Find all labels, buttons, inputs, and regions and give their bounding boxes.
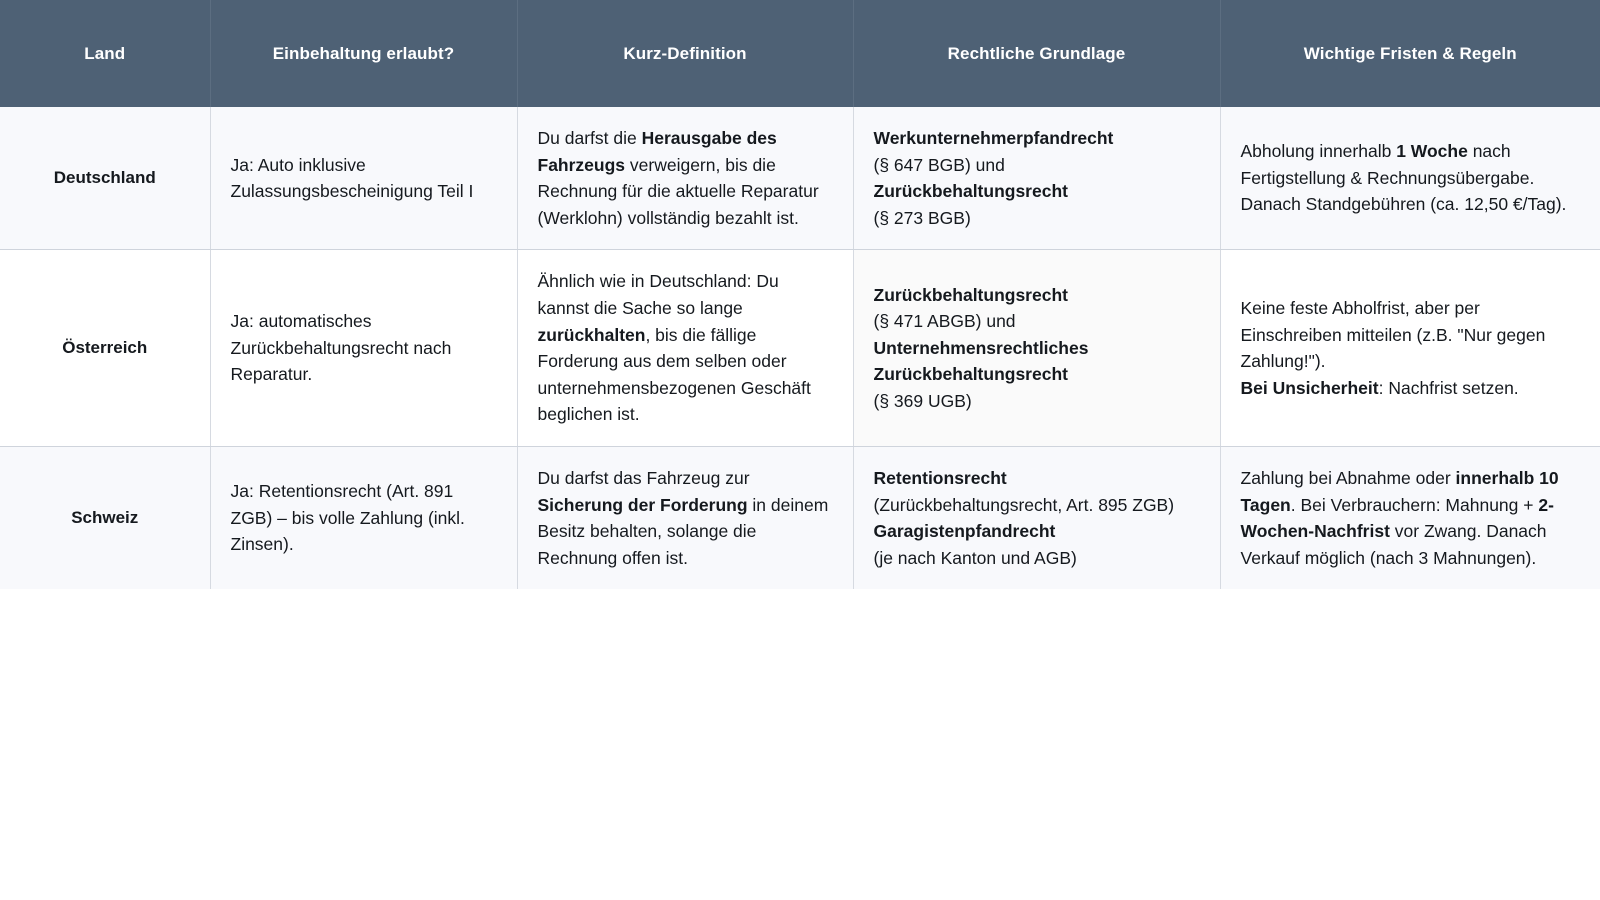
text-emphasis: Unternehmensrechtliches Zurückbehaltungsrecht: [873, 337, 1089, 385]
rules-paragraph: [1241, 138, 1581, 218]
cell-short-definition: [517, 107, 853, 250]
definition-paragraph: [538, 268, 833, 428]
text-fragment: Abholung innerhalb: [1240, 141, 1397, 162]
legal-term: [874, 335, 1200, 388]
text-emphasis: Werkunternehmerpfandrecht: [873, 128, 1114, 148]
cell-short-definition: [517, 250, 853, 447]
text-emphasis: 1 Woche: [1396, 141, 1468, 162]
legal-term: [874, 518, 1200, 545]
cell-legal-basis: [853, 250, 1220, 447]
text-emphasis: Sicherung der Forderung: [537, 494, 748, 515]
cell-legal-basis: [853, 446, 1220, 589]
text-emphasis: Herausgabe des Fahrzeugs: [537, 128, 777, 175]
legal-term: [874, 282, 1200, 309]
table-row: [0, 250, 1600, 447]
text-fragment: Du darfst das Fahrzeug zur: [537, 467, 750, 488]
cell-country: Schweiz: [0, 446, 210, 589]
cell-short-definition: [517, 446, 853, 589]
cell-retention-allowed: Ja: automatisches Zurückbehaltungsrecht nach Reparatur.: [210, 250, 517, 447]
cell-deadlines-rules: [1220, 250, 1600, 447]
cell-retention-allowed: Ja: Retentionsrecht (Art. 891 ZGB) – bis volle Zahlung (inkl. Zinsen).: [210, 446, 517, 589]
text-emphasis: zurückhalten: [537, 324, 646, 345]
text-emphasis: Bei Unsicherheit: [1240, 377, 1379, 398]
text-fragment: Ähnlich wie in Deutschland: Du kannst die Sache so lange: [537, 271, 779, 318]
rules-paragraph: [1241, 375, 1581, 402]
text-fragment: Zahlung bei Abnahme oder: [1240, 467, 1456, 488]
text-emphasis: Retentionsrecht: [873, 467, 1007, 488]
text-fragment: , bis die fällige Forderung aus dem selben oder unternehmensbezogenen Geschäft beglichen ist.: [537, 324, 811, 425]
table-row: [0, 107, 1600, 250]
text-fragment: Du darfst die: [537, 128, 642, 148]
text-emphasis: innerhalb 10 Tagen: [1240, 467, 1559, 515]
legal-reference: (§ 647 BGB) und: [873, 154, 1005, 175]
column-header-land: Land: [0, 0, 210, 107]
legal-term: [874, 125, 1200, 152]
legal-reference: (§ 273 BGB): [873, 207, 971, 228]
legal-reference: (§ 369 UGB): [873, 391, 972, 412]
text-emphasis: Garagistenpfandrecht: [873, 521, 1056, 542]
legal-reference: (Zurückbehaltungsrecht, Art. 895 ZGB): [873, 494, 1175, 515]
rules-paragraph: [1241, 465, 1581, 571]
text-fragment: vor Zwang. Danach Verkauf möglich (nach 3 Mahnungen).: [1240, 521, 1547, 568]
cell-country: Österreich: [0, 250, 210, 447]
column-header-def: Kurz-Definition: [517, 0, 853, 107]
cell-deadlines-rules: [1220, 446, 1600, 589]
text-fragment: in deinem Besitz behalten, solange die Rechnung offen ist.: [537, 494, 829, 568]
column-header-legal: Rechtliche Grundlage: [853, 0, 1220, 107]
text-emphasis: Zurückbehaltungsrecht: [873, 181, 1068, 202]
text-fragment: verweigern, bis die Rechnung für die aktuelle Reparatur (Werklohn) vollständig bezahlt ist.: [537, 154, 819, 228]
cell-retention-allowed: Ja: Auto inklusive Zulassungsbescheinigung Teil I: [210, 107, 517, 250]
table-row: [0, 446, 1600, 589]
definition-paragraph: [538, 125, 833, 231]
text-fragment: : Nachfrist setzen.: [1378, 377, 1519, 398]
legal-reference: (je nach Kanton und AGB): [873, 547, 1077, 568]
table-body: [0, 107, 1600, 589]
header-row: [0, 0, 1600, 107]
cell-deadlines-rules: [1220, 107, 1600, 250]
cell-legal-basis: [853, 107, 1220, 250]
text-emphasis: 2-Wochen-Nachfrist: [1240, 494, 1554, 542]
text-fragment: nach Fertigstellung & Rechnungsübergabe. Danach Standgebühren (ca. 12,50 €/Tag).: [1240, 141, 1567, 215]
column-header-rules: Wichtige Fristen & Regeln: [1220, 0, 1600, 107]
text-fragment: . Bei Verbrauchern: Mahnung +: [1290, 494, 1539, 515]
rules-paragraph: Keine feste Abholfrist, aber per Einschreiben mitteilen (z.B. "Nur gegen Zahlung!").: [1240, 297, 1546, 372]
definition-paragraph: [538, 465, 833, 571]
legal-reference: (§ 471 ABGB) und: [873, 311, 1016, 332]
legal-term: [874, 178, 1200, 205]
table-header: [0, 0, 1600, 107]
cell-country: Deutschland: [0, 107, 210, 250]
column-header-allow: Einbehaltung erlaubt?: [210, 0, 517, 107]
legal-term: [874, 465, 1200, 492]
text-emphasis: Zurückbehaltungsrecht: [873, 284, 1068, 305]
